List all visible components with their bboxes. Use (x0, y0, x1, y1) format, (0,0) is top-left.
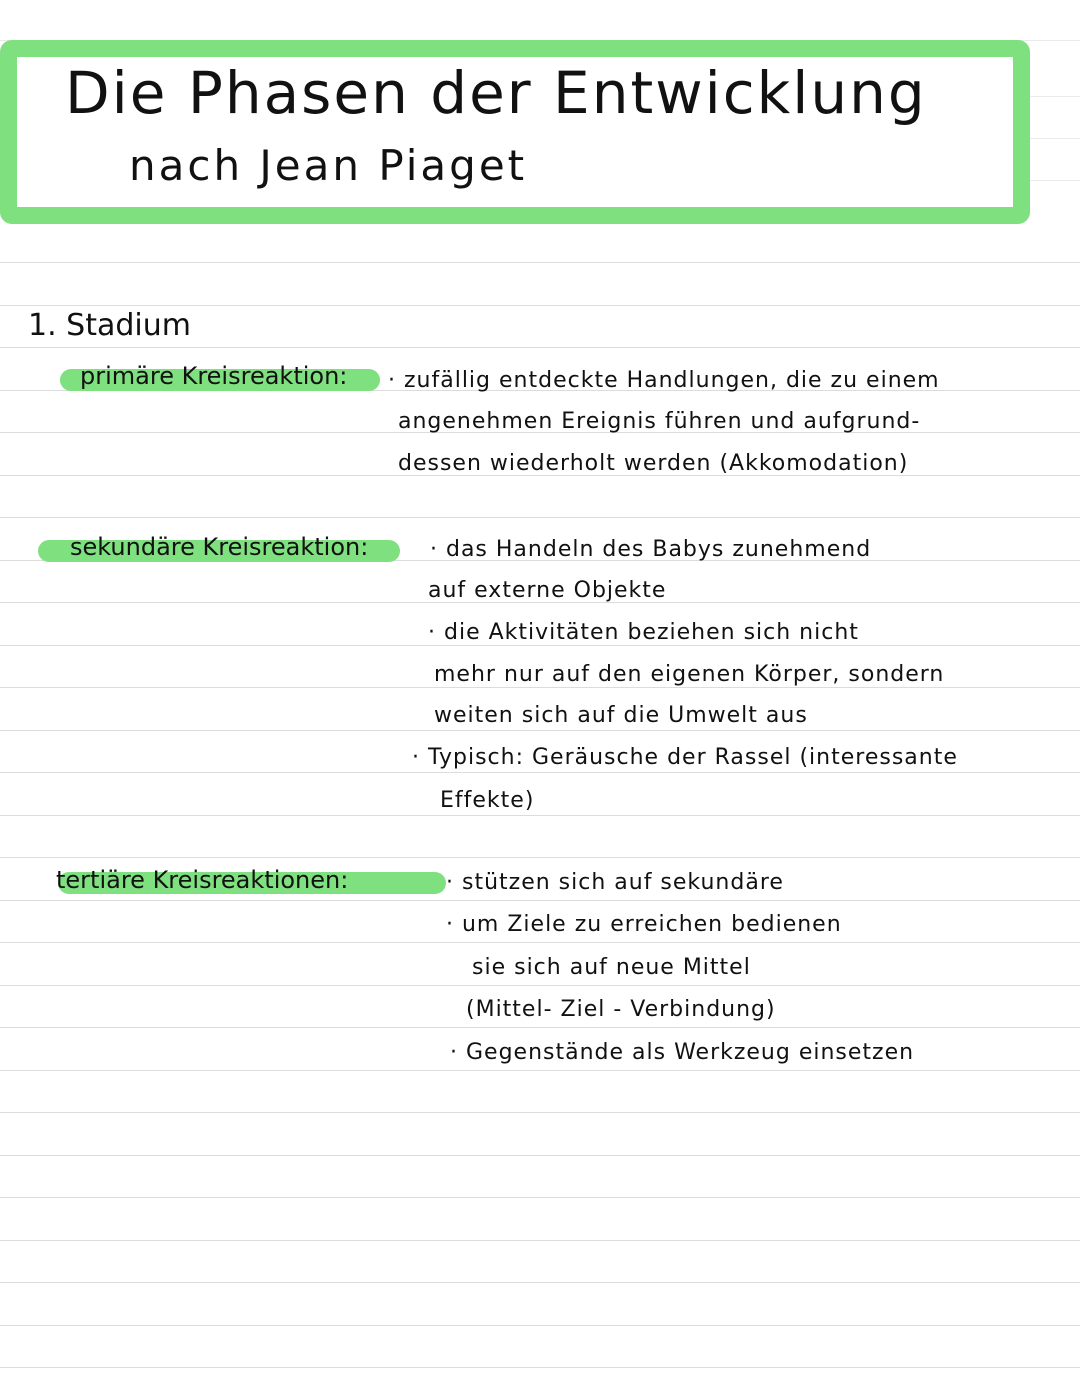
rule-line (0, 1282, 1080, 1283)
title-box (0, 40, 1030, 224)
page-title: Die Phasen der Entwicklung (65, 59, 927, 127)
desc-line: angenehmen Ereignis führen und aufgrund- (398, 409, 921, 434)
page-subtitle: nach Jean Piaget (129, 141, 528, 190)
term-secondary: sekundäre Kreisreaktion: (70, 533, 369, 561)
rule-line (0, 262, 1080, 263)
rule-line (0, 1027, 1080, 1028)
rule-line (0, 772, 1080, 773)
desc-line: dessen wiederholt werden (Akkomodation) (398, 451, 909, 476)
term-tertiary: tertiäre Kreisreaktionen: (56, 866, 349, 894)
stage-heading: 1. Stadium (28, 308, 191, 343)
rule-line (0, 1197, 1080, 1198)
desc-line: mehr nur auf den eigenen Körper, sondern (434, 662, 945, 687)
desc-line: · die Aktivitäten beziehen sich nicht (428, 620, 859, 645)
rule-line (0, 730, 1080, 731)
desc-line: · Gegenstände als Werkzeug einsetzen (450, 1040, 915, 1065)
term-primary: primäre Kreisreaktion: (80, 362, 348, 390)
rule-line (0, 1112, 1080, 1113)
rule-line (0, 857, 1080, 858)
desc-line: · zufällig entdeckte Handlungen, die zu einem (388, 368, 940, 393)
rule-line (0, 687, 1080, 688)
desc-line: · um Ziele zu erreichen bedienen (446, 912, 842, 937)
rule-line (0, 985, 1080, 986)
rule-line (0, 1155, 1080, 1156)
desc-line: sie sich auf neue Mittel (472, 955, 751, 980)
desc-line: · stützen sich auf sekundäre (446, 870, 784, 895)
rule-line (0, 1070, 1080, 1071)
rule-line (0, 1367, 1080, 1368)
desc-line: · das Handeln des Babys zunehmend (430, 537, 872, 562)
desc-line: · Typisch: Geräusche der Rassel (interessante (412, 745, 958, 770)
desc-line: weiten sich auf die Umwelt aus (434, 703, 808, 728)
desc-line: auf externe Objekte (428, 578, 667, 603)
rule-line (0, 942, 1080, 943)
rule-line (0, 645, 1080, 646)
rule-line (0, 900, 1080, 901)
rule-line (0, 305, 1080, 306)
desc-line: (Mittel- Ziel - Verbindung) (466, 997, 776, 1022)
rule-line (0, 347, 1080, 348)
rule-line (0, 815, 1080, 816)
rule-line (0, 1240, 1080, 1241)
desc-line: Effekte) (440, 788, 535, 813)
rule-line (0, 517, 1080, 518)
rule-line (0, 1325, 1080, 1326)
